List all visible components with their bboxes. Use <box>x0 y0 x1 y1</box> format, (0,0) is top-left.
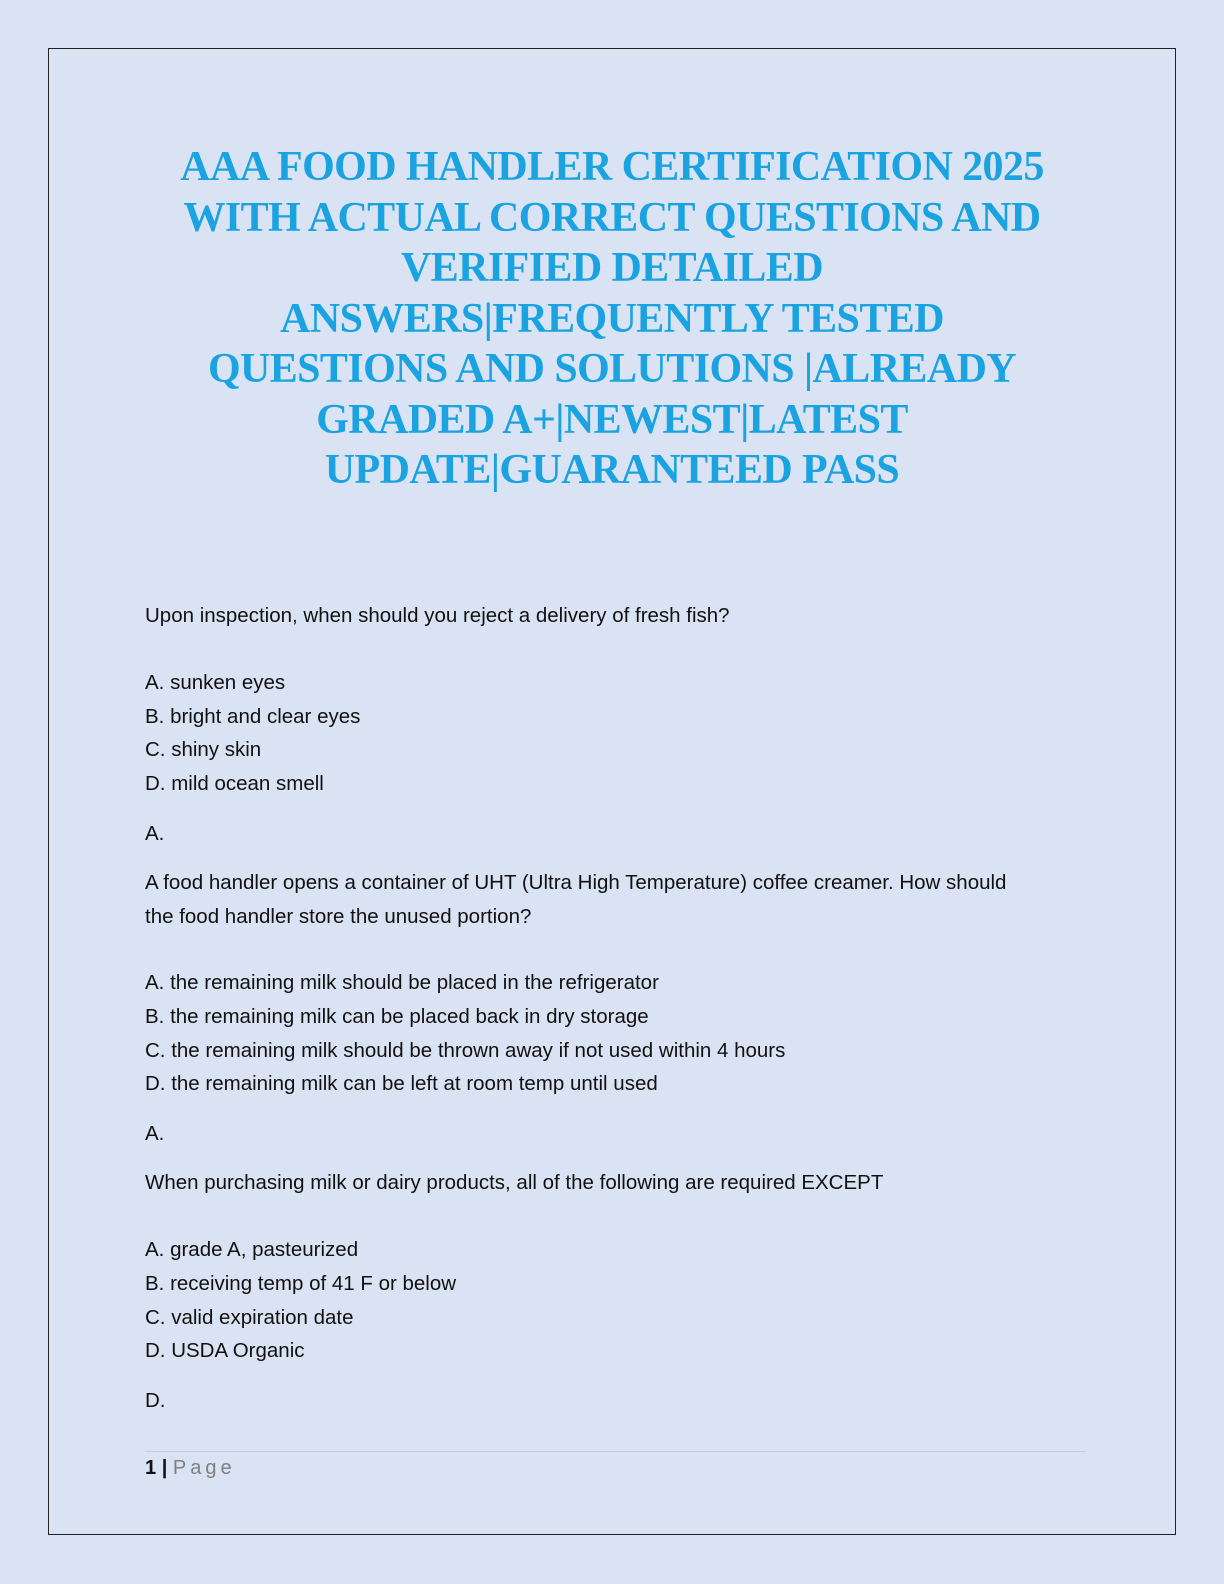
question-2-option-b: B. the remaining milk can be placed back in dry storage <box>145 1005 649 1028</box>
question-2-answer: A. <box>145 1122 165 1145</box>
footer-divider <box>145 1451 1085 1452</box>
title-line: QUESTIONS AND SOLUTIONS |ALREADY <box>207 346 1017 392</box>
question-3-prompt: When purchasing milk or dairy products, all of the following are required EXCEPT <box>145 1171 884 1194</box>
page-number: 1 <box>145 1457 157 1479</box>
question-1-option-c: C. shiny skin <box>145 738 262 761</box>
page-label: Page <box>172 1457 236 1479</box>
question-1-option-a: A. sunken eyes <box>145 671 286 694</box>
question-3-option-d: D. USDA Organic <box>145 1339 305 1362</box>
title-line: VERIFIED DETAILED <box>401 245 823 291</box>
question-3-option-a: A. grade A, pasteurized <box>145 1238 359 1261</box>
question-3-option-b: B. receiving temp of 41 F or below <box>145 1272 457 1295</box>
question-1-answer: A. <box>145 822 165 845</box>
question-1-prompt: Upon inspection, when should you reject a delivery of fresh fish? <box>145 604 730 627</box>
question-1-option-d: D. mild ocean smell <box>145 772 324 795</box>
title-line: WITH ACTUAL CORRECT QUESTIONS AND <box>183 194 1041 241</box>
question-2-prompt-line: the food handler store the unused portion? <box>145 905 532 928</box>
title-line: GRADED A+|NEWEST|LATEST <box>316 396 908 443</box>
title-line: AAA FOOD HANDLER CERTIFICATION 2025 <box>180 144 1044 190</box>
title-line: UPDATE|GUARANTEED PASS <box>324 447 900 493</box>
question-1-option-b: B. bright and clear eyes <box>145 705 361 728</box>
question-2-option-d: D. the remaining milk can be left at room temp until used <box>145 1072 658 1095</box>
document-title <box>100 142 1124 496</box>
question-2-option-a: A. the remaining milk should be placed in the refrigerator <box>145 971 659 994</box>
question-2-prompt-line: A food handler opens a container of UHT (Ultra High Temperature) coffee creamer. How should <box>145 871 1007 894</box>
title-line: ANSWERS|FREQUENTLY TESTED <box>280 295 944 342</box>
question-2-option-c: C. the remaining milk should be thrown away if not used within 4 hours <box>145 1039 786 1062</box>
page-footer <box>145 1455 236 1481</box>
question-3-answer: D. <box>145 1389 166 1412</box>
question-3-option-c: C. valid expiration date <box>145 1306 354 1329</box>
footer-separator: | <box>161 1457 168 1479</box>
